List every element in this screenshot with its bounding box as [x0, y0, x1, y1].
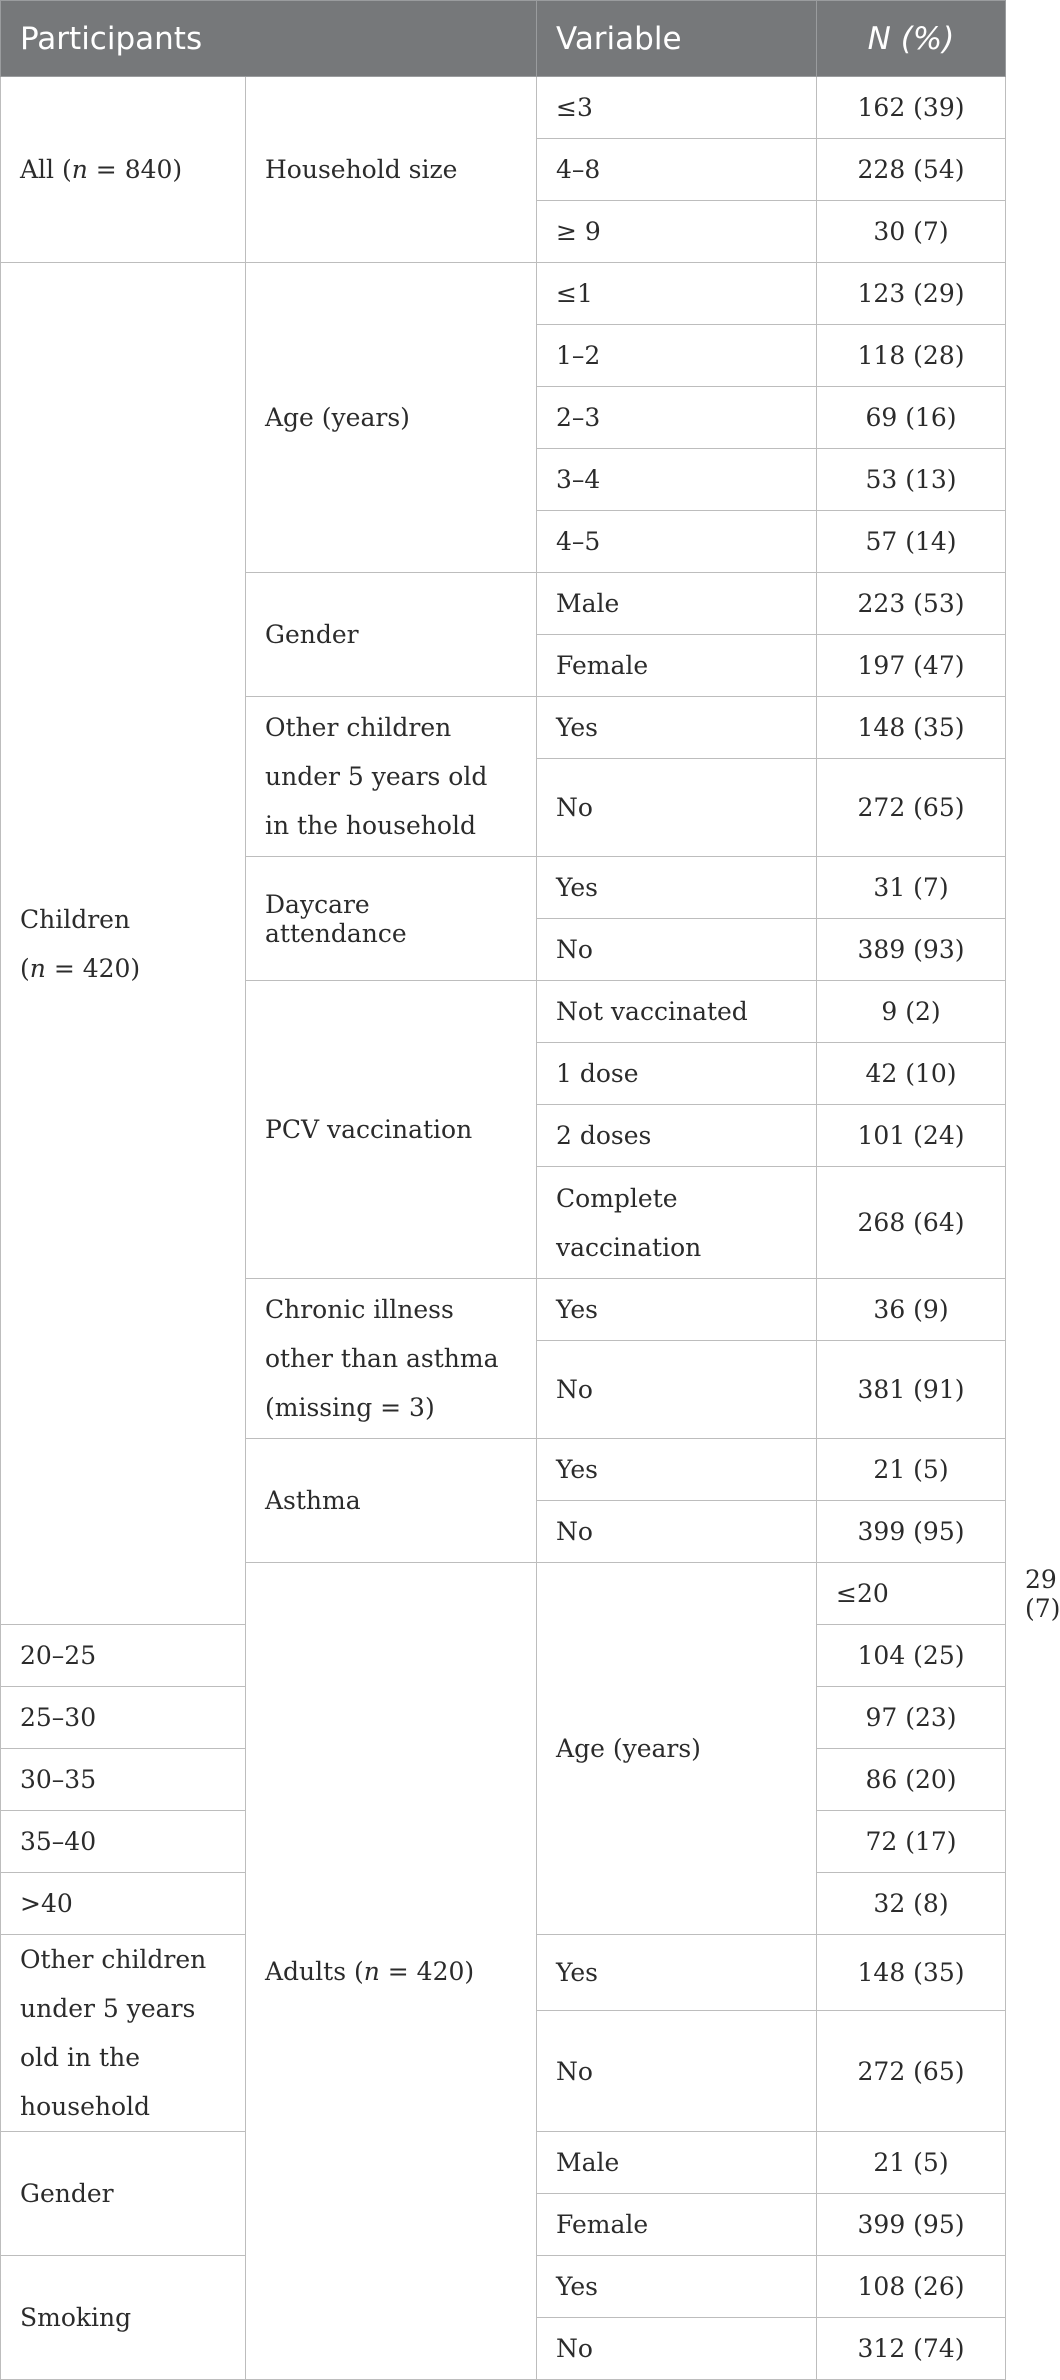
- variable-value: No: [537, 1341, 817, 1439]
- children-daycare-label: Daycare attendance: [246, 857, 537, 981]
- group-children-label: Children (n = 420): [1, 263, 246, 1625]
- variable-value: Male: [537, 2132, 817, 2194]
- count-value: 272 (65): [817, 759, 1006, 857]
- variable-value: Yes: [537, 857, 817, 919]
- children-age-label: Age (years): [246, 263, 537, 573]
- count-value: 9 (2): [817, 981, 1006, 1043]
- variable-value: ≤1: [537, 263, 817, 325]
- count-value: 268 (64): [817, 1167, 1006, 1279]
- count-value: 36 (9): [817, 1279, 1006, 1341]
- count-value: 21 (5): [817, 1439, 1006, 1501]
- header-n-percent: N (%): [817, 1, 1006, 77]
- adults-gender-label: Gender: [1, 2132, 246, 2256]
- variable-value: Male: [537, 573, 817, 635]
- count-value: 162 (39): [817, 77, 1006, 139]
- table-row: Adults (n = 420) Age (years) ≤20 29 (7): [1, 1563, 1006, 1625]
- header-variable: Variable: [537, 1, 817, 77]
- variable-value: No: [537, 759, 817, 857]
- variable-value: ≤3: [537, 77, 817, 139]
- group-adults-label: Adults (n = 420): [246, 1563, 537, 2380]
- variable-value: Yes: [537, 697, 817, 759]
- household-size-label: Household size: [246, 77, 537, 263]
- variable-value: Female: [537, 2194, 817, 2256]
- variable-value: Complete vaccination: [537, 1167, 817, 1279]
- variable-value: Not vaccinated: [537, 981, 817, 1043]
- count-value: 42 (10): [817, 1043, 1006, 1105]
- count-value: 32 (8): [817, 1873, 1006, 1935]
- variable-value: No: [537, 1501, 817, 1563]
- count-value: 21 (5): [817, 2132, 1006, 2194]
- variable-value: >40: [1, 1873, 246, 1935]
- adults-other-children-label: Other children under 5 years old in the household: [1, 1935, 246, 2132]
- count-value: 381 (91): [817, 1341, 1006, 1439]
- variable-value: Female: [537, 635, 817, 697]
- count-value: 31 (7): [817, 857, 1006, 919]
- variable-value: No: [537, 2318, 817, 2380]
- count-value: 148 (35): [817, 1935, 1006, 2011]
- variable-value: 30–35: [1, 1749, 246, 1811]
- variable-value: 4–8: [537, 139, 817, 201]
- count-value: 399 (95): [817, 2194, 1006, 2256]
- count-value: 72 (17): [817, 1811, 1006, 1873]
- adults-smoking-label: Smoking: [1, 2256, 246, 2380]
- header-participants: Participants: [1, 1, 537, 77]
- variable-value: No: [537, 2011, 817, 2132]
- variable-value: 20–25: [1, 1625, 246, 1687]
- children-other-children-label: Other children under 5 years old in the household: [246, 697, 537, 857]
- group-all-label: All (n = 840): [1, 77, 246, 263]
- count-value: 86 (20): [817, 1749, 1006, 1811]
- variable-value: 1 dose: [537, 1043, 817, 1105]
- variable-value: No: [537, 919, 817, 981]
- variable-value: 3–4: [537, 449, 817, 511]
- count-value: 104 (25): [817, 1625, 1006, 1687]
- count-value: 223 (53): [817, 573, 1006, 635]
- count-value: 97 (23): [817, 1687, 1006, 1749]
- table-header-row: [1, 1, 1006, 77]
- children-chronic-label: Chronic illness other than asthma (missing = 3): [246, 1279, 537, 1439]
- count-value: 57 (14): [817, 511, 1006, 573]
- variable-value: Yes: [537, 1439, 817, 1501]
- count-value: 101 (24): [817, 1105, 1006, 1167]
- adults-age-label: Age (years): [537, 1563, 817, 1935]
- variable-value: Yes: [537, 2256, 817, 2318]
- count-value: 123 (29): [817, 263, 1006, 325]
- table-row: [1, 263, 1006, 325]
- count-value: 118 (28): [817, 325, 1006, 387]
- children-pcv-label: PCV vaccination: [246, 981, 537, 1279]
- variable-value: Yes: [537, 1935, 817, 2011]
- variable-value: 25–30: [1, 1687, 246, 1749]
- count-value: 53 (13): [817, 449, 1006, 511]
- variable-value: 1–2: [537, 325, 817, 387]
- variable-value: 2–3: [537, 387, 817, 449]
- count-value: 312 (74): [817, 2318, 1006, 2380]
- count-value: 228 (54): [817, 139, 1006, 201]
- variable-value: Yes: [537, 1279, 817, 1341]
- count-value: 197 (47): [817, 635, 1006, 697]
- count-value: 272 (65): [817, 2011, 1006, 2132]
- variable-value: ≤20: [817, 1563, 1006, 1625]
- count-value: 399 (95): [817, 1501, 1006, 1563]
- count-value: 148 (35): [817, 697, 1006, 759]
- children-asthma-label: Asthma: [246, 1439, 537, 1563]
- count-value: 389 (93): [817, 919, 1006, 981]
- table-row: [1, 77, 1006, 139]
- count-value: 108 (26): [817, 2256, 1006, 2318]
- variable-value: 35–40: [1, 1811, 246, 1873]
- count-value: 30 (7): [817, 201, 1006, 263]
- variable-value: 2 doses: [537, 1105, 817, 1167]
- children-gender-label: Gender: [246, 573, 537, 697]
- count-value: 69 (16): [817, 387, 1006, 449]
- variable-value: 4–5: [537, 511, 817, 573]
- variable-value: ≥ 9: [537, 201, 817, 263]
